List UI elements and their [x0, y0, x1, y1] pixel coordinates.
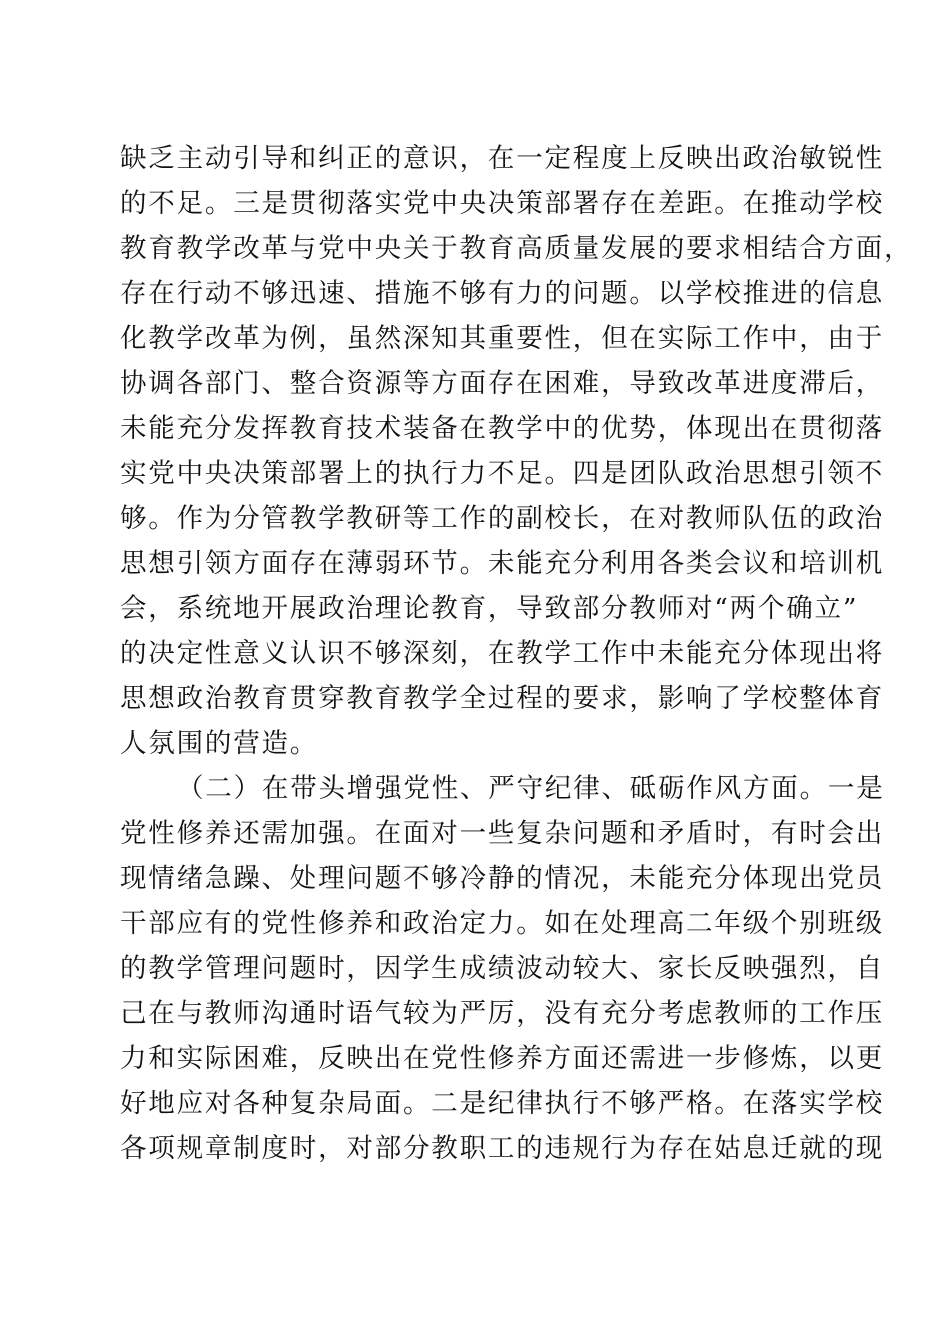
- text-line: 协调各部门、整合资源等方面存在困难，导致改革进度滞后，: [120, 368, 885, 399]
- text-line: 实党中央决策部署上的执行力不足。四是团队政治思想引领不: [120, 458, 885, 489]
- text-line: 现情绪急躁、处理问题不够冷静的情况，未能充分体现出党员: [120, 863, 885, 894]
- text-line: 力和实际困难，反映出在党性修养方面还需进一步修炼，以更: [120, 1043, 885, 1074]
- section-heading-line: （二）在带头增强党性、严守纪律、砥砺作风方面。一是: [177, 773, 885, 804]
- text-line: 思想政治教育贯穿教育教学全过程的要求，影响了学校整体育: [120, 683, 885, 714]
- text-line: 的决定性意义认识不够深刻，在教学工作中未能充分体现出将: [120, 638, 885, 669]
- text-line: 思想引领方面存在薄弱环节。未能充分利用各类会议和培训机: [120, 548, 885, 579]
- text-line: 好地应对各种复杂局面。二是纪律执行不够严格。在落实学校: [120, 1088, 885, 1119]
- text-line: 存在行动不够迅速、措施不够有力的问题。以学校推进的信息: [120, 278, 885, 309]
- text-line: 人氛围的营造。: [120, 728, 319, 759]
- text-line: 化教学改革为例，虽然深知其重要性，但在实际工作中，由于: [120, 323, 885, 354]
- text-line: 的教学管理问题时，因学生成绩波动较大、家长反映强烈，自: [120, 953, 885, 984]
- text-line: 干部应有的党性修养和政治定力。如在处理高二年级个别班级: [120, 908, 885, 939]
- text-line: 各项规章制度时，对部分教职工的违规行为存在姑息迁就的现: [120, 1133, 885, 1164]
- text-line: 党性修养还需加强。在面对一些复杂问题和矛盾时，有时会出: [120, 818, 885, 849]
- text-line: 教育教学改革与党中央关于教育高质量发展的要求相结合方面，: [120, 233, 913, 264]
- document-body-text: [120, 136, 913, 1171]
- text-line: 够。作为分管教学教研等工作的副校长，在对教师队伍的政治: [120, 503, 885, 534]
- text-line: 未能充分发挥教育技术装备在教学中的优势，体现出在贯彻落: [120, 413, 885, 444]
- text-line: 己在与教师沟通时语气较为严厉，没有充分考虑教师的工作压: [120, 998, 885, 1029]
- text-line: 会，系统地开展政治理论教育，导致部分教师对“两个确立”: [120, 593, 859, 624]
- text-line: 的不足。三是贯彻落实党中央决策部署存在差距。在推动学校: [120, 188, 885, 219]
- text-line: 缺乏主动引导和纠正的意识，在一定程度上反映出政治敏锐性: [120, 143, 885, 174]
